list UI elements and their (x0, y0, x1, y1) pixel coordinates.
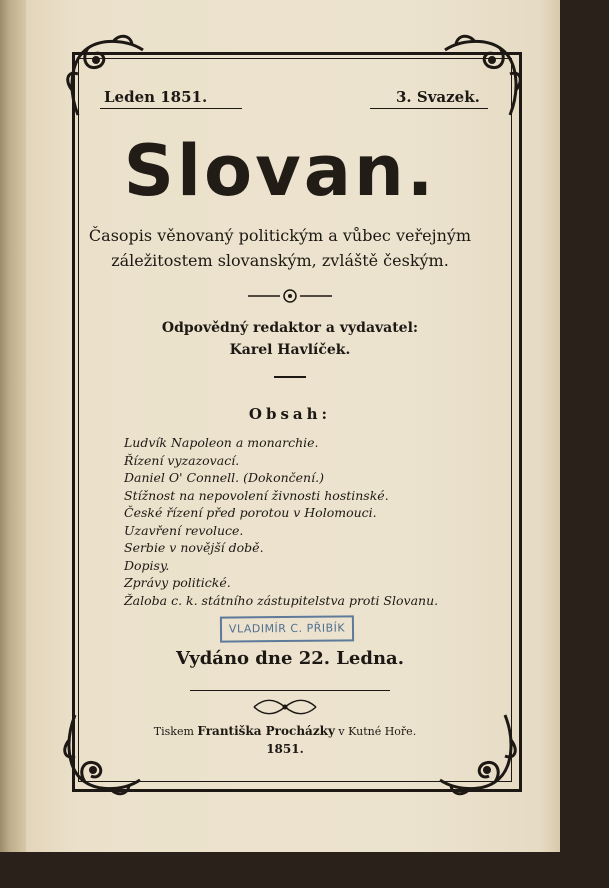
magazine-title: Slovan. (123, 130, 437, 212)
contents-item: Serbie v novější době. (124, 540, 264, 555)
footer-ornament-icon (252, 698, 318, 716)
contents-item: Řízení vyzazovací. (124, 452, 240, 468)
printer-prefix: Tiskem (153, 725, 194, 738)
contents-heading: Obsah: (248, 405, 332, 423)
contents-item: Žaloba c. k. státního zástupitelstva proti Slovanu. (124, 592, 439, 608)
contents-item: Dopisy. (124, 557, 170, 573)
printer-line (0, 724, 560, 738)
owner-stamp: VLADIMÍR C. PŘIBÍK (220, 615, 354, 642)
header-rule (370, 108, 488, 109)
contents-item: České řízení před porotou v Holomouci. (124, 505, 377, 520)
short-rule (274, 376, 306, 378)
header-rule (100, 108, 242, 109)
contents-item: Daniel O' Connell. (Dokončení.) (124, 470, 324, 485)
corner-ornament-icon (440, 30, 530, 120)
corner-ornament-icon (58, 30, 148, 120)
contents-item: Zprávy politické. (124, 575, 231, 590)
editor-label: Odpovědný redaktor a vydavatel: (161, 320, 419, 336)
subtitle-line-1: Časopis věnovaný politickým a vůbec veřejným (88, 226, 472, 245)
contents-item: Uzavření revoluce. (124, 522, 244, 538)
volume-number: 3. Svazek. (396, 88, 480, 106)
publication-date: Vydáno dne 22. Ledna. (176, 648, 404, 669)
footer-rule (190, 690, 390, 691)
printer-name: Františka Procházky (197, 724, 335, 738)
contents-item: Stížnost na nepovolení živnosti hostinské. (124, 487, 389, 503)
printer-suffix: v Kutné Hoře. (338, 725, 417, 738)
contents-item: Ludvík Napoleon a monarchie. (124, 435, 319, 450)
editor-name: Karel Havlíček. (229, 342, 351, 358)
divider-ornament-icon (248, 288, 332, 304)
printing-year: 1851. (266, 742, 304, 756)
subtitle-line-2: záležitostem slovanským, zvláště českým. (111, 251, 449, 270)
issue-date: Leden 1851. (104, 88, 208, 106)
contents-list (124, 434, 438, 609)
